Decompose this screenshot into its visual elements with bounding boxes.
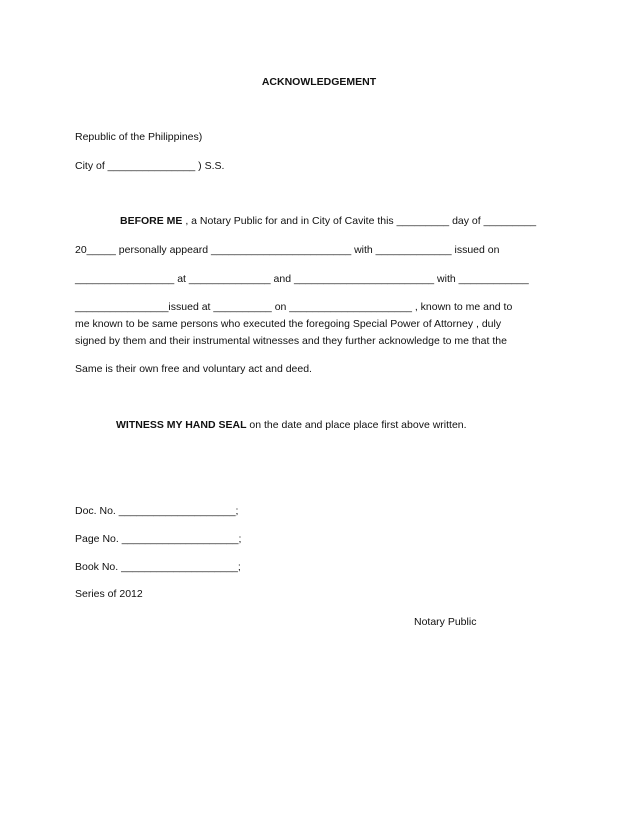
document-title: ACKNOWLEDGEMENT [261,76,377,88]
paragraph-line4: ________________issued at __________ on _____________________ , known to me and to [75,301,513,313]
witness-rest: on the date and place place first above written. [246,419,467,431]
paragraph-line2: 20_____ personally appeard ________________________ with _____________ issued on [75,244,500,256]
paragraph-line5: me known to be same persons who executed the foregoing Special Power of Attorney , duly [75,318,502,330]
series-label: Series of 2012 [75,588,143,600]
venue-city: City of _______________ ) S.S. [75,160,225,172]
paragraph-witness [116,418,467,432]
page-no-field: Page No. ____________________; [75,533,242,545]
doc-no-field: Doc. No. ____________________; [75,505,239,517]
paragraph-line6: signed by them and their instrumental witnesses and they further acknowledge to me that the [75,335,507,347]
before-me-lead: BEFORE ME [120,215,183,227]
paragraph-before-me-line1 [120,214,536,228]
witness-lead: WITNESS MY HAND SEAL [116,419,247,431]
notary-public-signature-label: Notary Public [414,616,477,628]
paragraph-line3: _________________ at ______________ and ________________________ with ____________ [75,273,529,285]
before-me-rest: , a Notary Public for and in City of Cavite this _________ day of _________ [182,215,537,227]
venue-republic: Republic of the Philippines) [75,131,203,143]
book-no-field: Book No. ____________________; [75,561,241,573]
paragraph-line7: Same is their own free and voluntary act and deed. [75,363,312,375]
